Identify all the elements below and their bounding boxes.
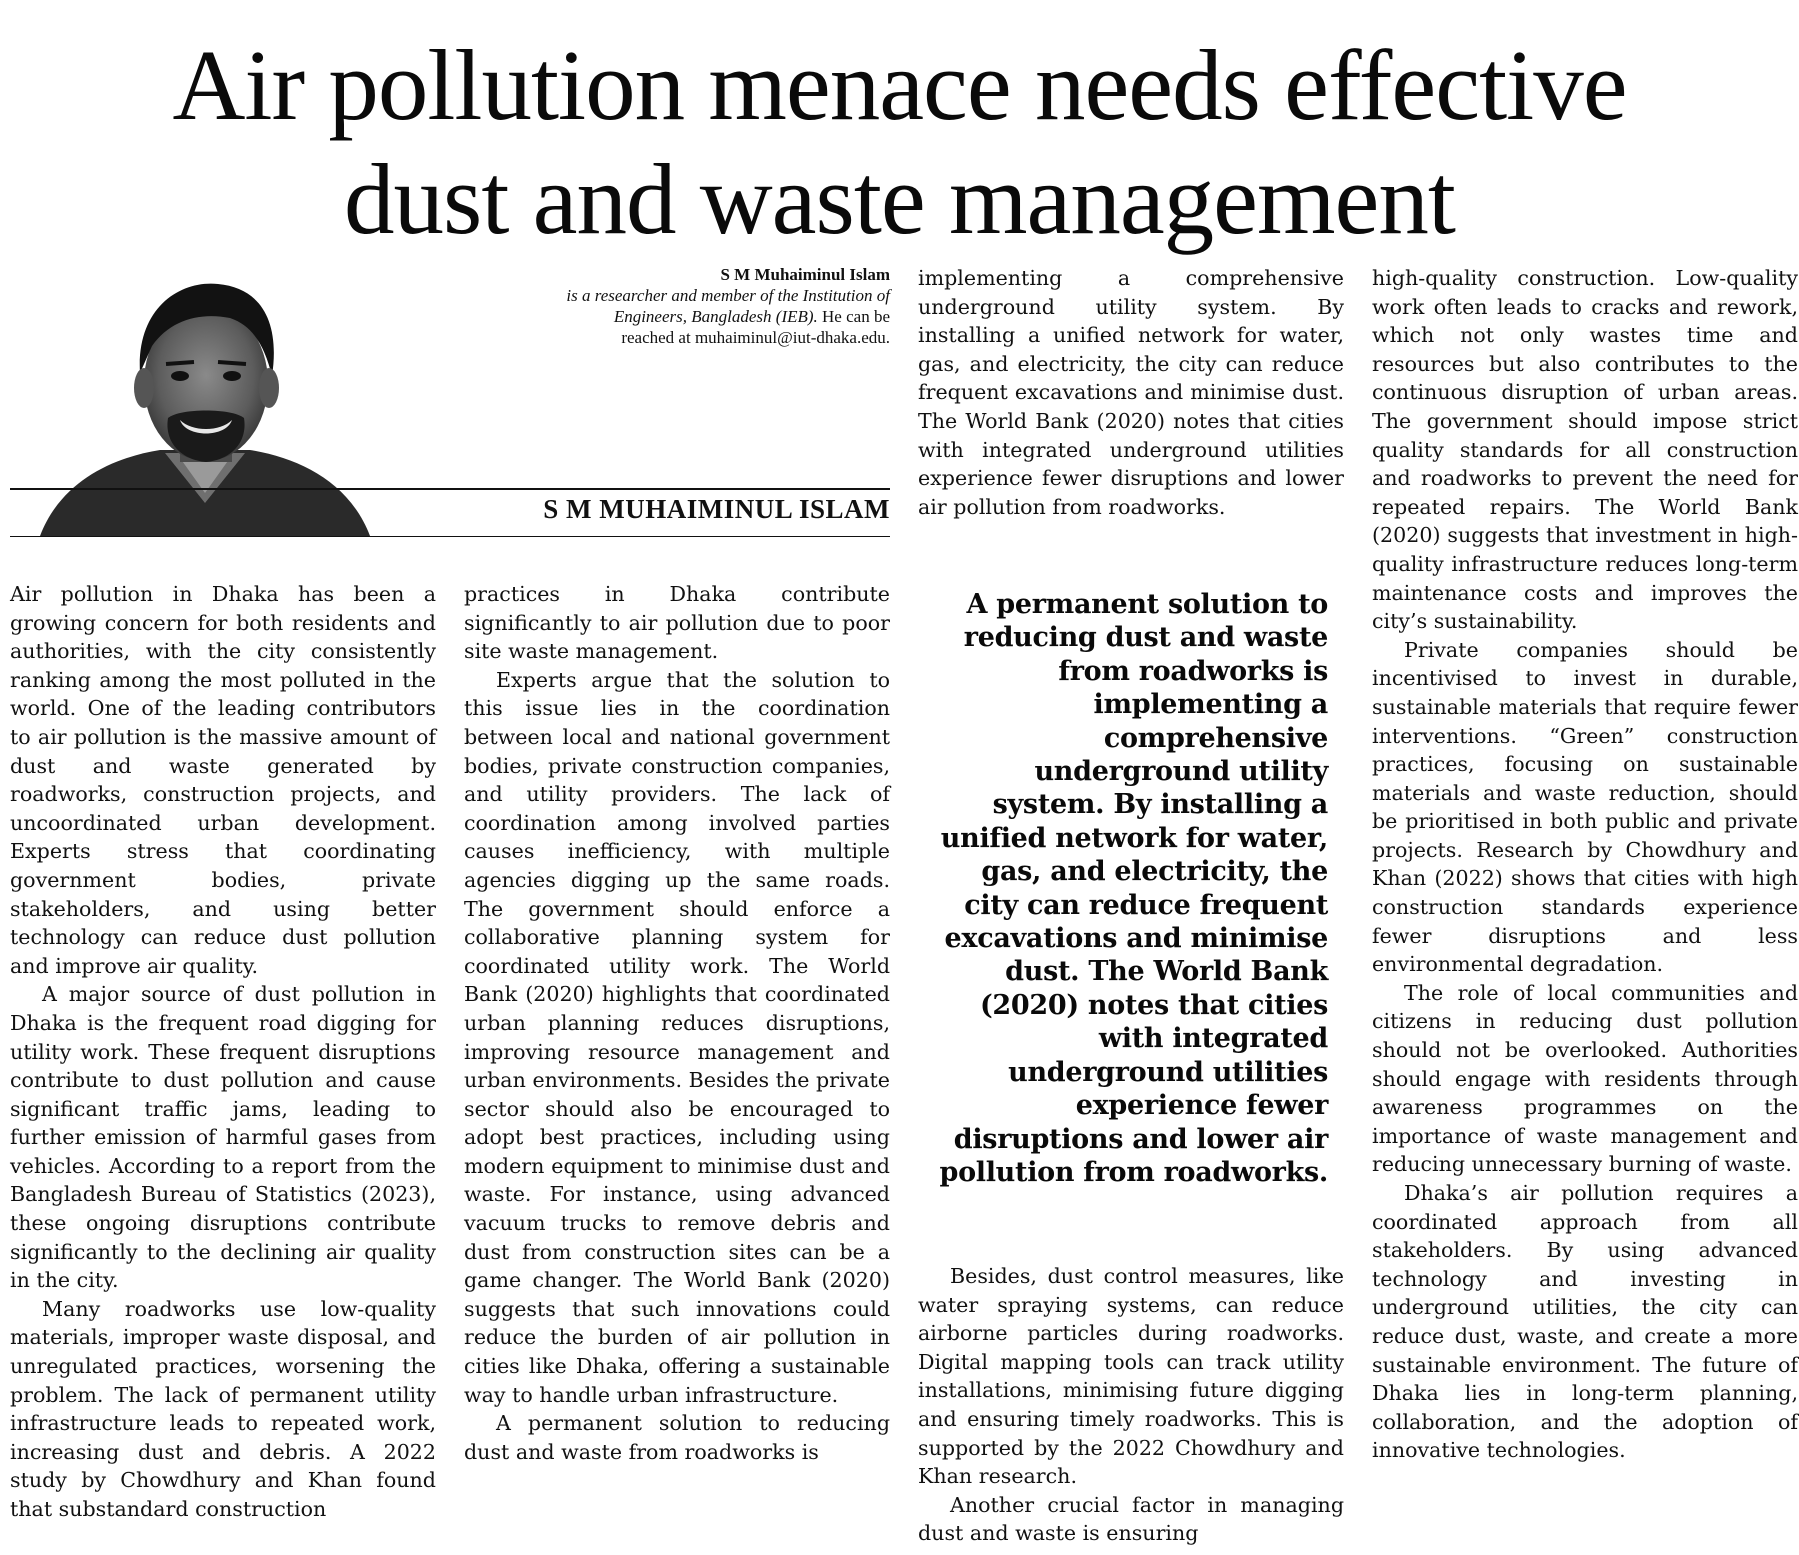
pull-quote: A permanent solution to reducing dust and waste from roadworks is implementing a comprehensive underground utility system. By installing a unified network for water, gas, and electricity, the city can reduce frequent excavations and minimise dust. The World Bank (2020) notes that cities with integrated underground utilities experience fewer disruptions and lower air pollution from roadworks.: [939, 589, 1328, 1188]
author-description: is a researcher and member of the Institution of Engineers, Bangladesh (IEB).: [566, 286, 890, 326]
paragraph: Private companies should be incentivised to invest in durable, sustainable materials that require fewer interventions. “Green” construction practices, focusing on sustainable materials and waste reduction, should be prioritised in both public and private projects. Research by Chowdhury and Khan (2022) shows that cities with high construction standards experience fewer disruptions and less environmental degradation.: [1372, 637, 1798, 977]
author-name: S M Muhaiminul Islam: [720, 265, 890, 284]
paragraph: A permanent solution to reducing dust and waste from roadworks is: [464, 1411, 890, 1464]
author-info-box: [560, 264, 890, 348]
author-contact: He can be reached at muhaiminul@iut-dhaka.edu.: [621, 307, 890, 347]
paragraph: A major source of dust pollution in Dhaka is the frequent road digging for utility work. These frequent disruptions contribute to dust pollution and cause significant traffic jams, leading to further emission of harmful gases from vehicles. According to a report from the Bangladesh Bureau of Statistics (2023), these ongoing disruptions contribute significantly to the declining air quality in the city.: [10, 982, 436, 1293]
column-1: [10, 580, 436, 1524]
headline-line-1: Air pollution menace needs effective: [172, 29, 1627, 141]
paragraph: Many roadworks use low-quality materials, improper waste disposal, and unregulated practices, worsening the problem. The lack of permanent utility infrastructure leads to repeated work, increasing dust and debris. A 2022 study by Chowdhury and Khan found that substandard construction: [10, 1296, 436, 1521]
paragraph: Besides, dust control measures, like water spraying systems, can reduce airborne particles during roadworks. Digital mapping tools can track utility installations, minimising future digging and ensuring timely roadworks. This is supported by the 2022 Chowdhury and Khan research.: [918, 1264, 1344, 1489]
paragraph: Dhaka’s air pollution requires a coordinated approach from all stakeholders. By using advanced technology and investing in underground utilities, the city can reduce dust, waste, and create a more sustainable environment. The future of Dhaka lies in long-term planning, collaboration, and the adoption of innovative technologies.: [1372, 1181, 1798, 1463]
paragraph: Air pollution in Dhaka has been a growing concern for both residents and authorities, with the city consistently ranking among the most polluted in the world. One of the leading contributors to air pollution is the massive amount of dust and waste generated by roadworks, construction projects, and uncoordinated urban development. Experts stress that coordinating government bodies, private stakeholders, and using better technology can reduce dust pollution and improve air quality.: [10, 582, 436, 978]
column-2: [464, 580, 890, 1466]
column-4: [1372, 264, 1798, 1465]
byline: S M MUHAIMINUL ISLAM: [543, 494, 890, 524]
headline-line-2: dust and waste management: [344, 143, 1455, 255]
byline-rule-bottom: [10, 536, 890, 537]
paragraph: The role of local communities and citizens in reducing dust pollution should not be overlooked. Authorities should engage with residents through awareness programmes on the importance of waste management and reducing unnecessary burning of waste.: [1372, 980, 1798, 1177]
author-photo: [40, 268, 370, 536]
byline-rule-top: [10, 488, 890, 490]
column-3-top: [918, 264, 1344, 521]
column-3-bottom: [918, 1262, 1344, 1548]
paragraph: high-quality construction. Low-quality work often leads to cracks and rework, which not only wastes time and resources but also contributes to the continuous disruption of urban areas. The government should impose strict quality standards for all construction and roadworks to prevent the need for repeated repairs. The World Bank (2020) suggests that investment in high-quality infrastructure reduces long-term maintenance costs and improves the city’s sustainability.: [1372, 266, 1798, 634]
paragraph: Experts argue that the solution to this issue lies in the coordination between local and national government bodies, private construction companies, and utility providers. The lack of coordination among involved parties causes inefficiency, with multiple agencies digging up the same roads. The government should enforce a collaborative planning system for coordinated utility work. The World Bank (2020) highlights that coordinated urban planning reduces disruptions, improving resource management and urban environments. Besides the private sector should also be encouraged to adopt best practices, including using modern equipment to minimise dust and waste. For instance, using advanced vacuum trucks to remove debris and dust from construction sites can be a game changer. The World Bank (2020) suggests that such innovations could reduce the burden of air pollution in cities like Dhaka, offering a sustainable way to handle urban infrastructure.: [464, 667, 890, 1407]
paragraph: Another crucial factor in managing dust and waste is ensuring: [918, 1492, 1344, 1546]
paragraph: practices in Dhaka contribute significantly to air pollution due to poor site waste management.: [464, 582, 890, 664]
paragraph: implementing a comprehensive underground utility system. By installing a unified network for water, gas, and electricity, the city can reduce frequent excavations and minimise dust. The World Bank (2020) notes that cities with integrated underground utilities experience fewer disruptions and lower air pollution from roadworks.: [918, 266, 1344, 519]
headline: [0, 28, 1799, 256]
